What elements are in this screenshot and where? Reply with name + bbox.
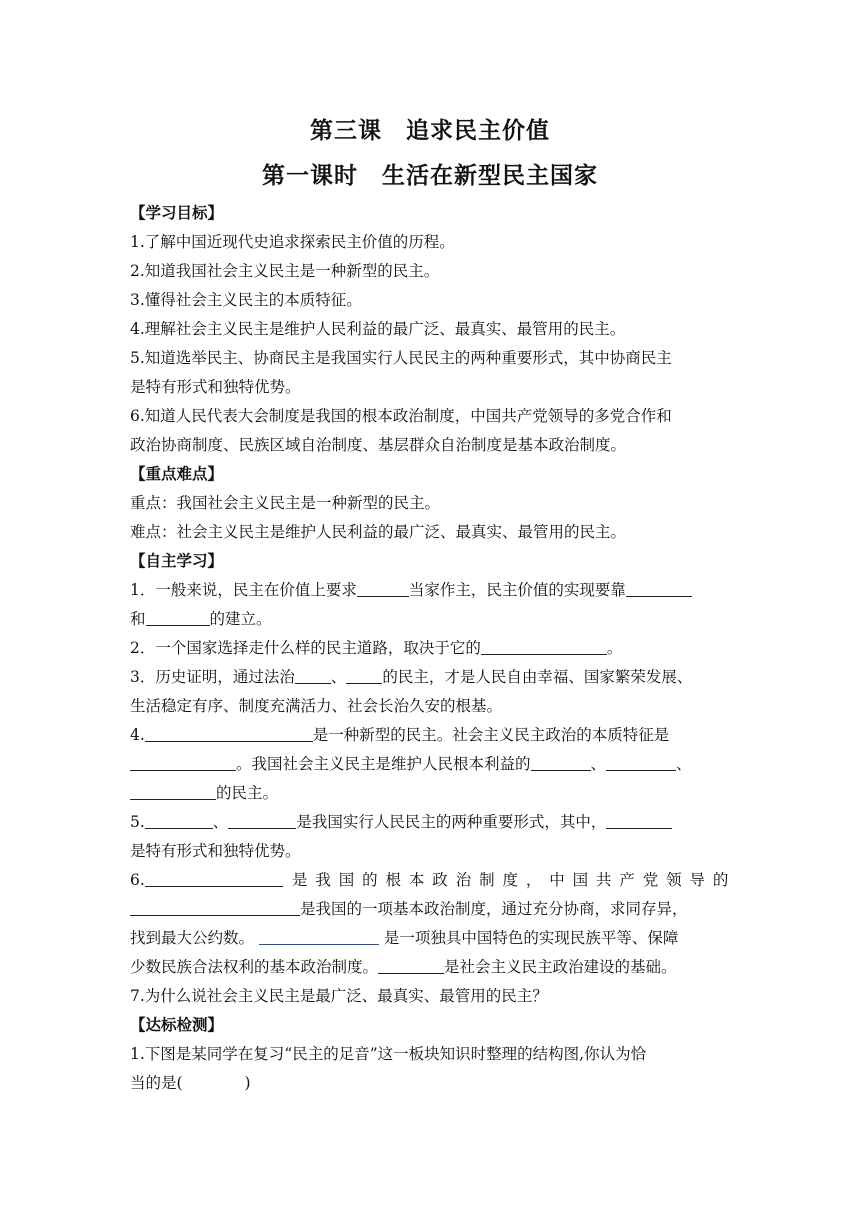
answer-blank[interactable] bbox=[146, 607, 210, 626]
key-point-difficulty: 难点：社会主义民主是维护人民利益的最广泛、最真实、最管用的民主。 bbox=[130, 523, 627, 541]
key-point-focus: 重点：我国社会主义民主是一种新型的民主。 bbox=[130, 494, 441, 512]
question-6-line-4: 少数民族合法权利的基本政治制度。 是社会主义民主政治建设的基础。 bbox=[130, 953, 732, 982]
question-4-line-3: 的民主。 bbox=[130, 779, 732, 808]
question-4-line-1: 4. 是一种新型的民主。社会主义民主政治的本质特征是 bbox=[130, 721, 732, 750]
lesson-subtitle: 第一课时 生活在新型民主国家 bbox=[262, 163, 598, 189]
answer-blank[interactable] bbox=[295, 665, 331, 684]
question-3-line-1: 3．历史证明，通过法治 、 的民主，才是人民自由幸福、国家繁荣发展、 bbox=[130, 663, 732, 692]
answer-blank[interactable] bbox=[145, 810, 213, 829]
objective-item: 政治协商制度、民族区域自治制度、基层群众自治制度是基本政治制度。 bbox=[130, 436, 627, 454]
question-2: 2．一个国家选择走什么样的民主道路，取决于它的 。 bbox=[130, 634, 732, 663]
answer-blank[interactable] bbox=[259, 926, 379, 945]
answer-blank[interactable] bbox=[606, 810, 672, 829]
answer-blank[interactable] bbox=[130, 897, 300, 916]
question-1-line-2: 和 的建立。 bbox=[130, 605, 732, 634]
answer-blank[interactable] bbox=[481, 636, 607, 655]
key-points-heading: 【重点难点】 bbox=[130, 465, 224, 483]
objective-item: 2.知道我国社会主义民主是一种新型的民主。 bbox=[130, 262, 440, 280]
objective-item: 1.了解中国近现代史追求探索民主价值的历程。 bbox=[130, 233, 455, 251]
objective-item: 3.懂得社会主义民主的本质特征。 bbox=[130, 291, 362, 309]
answer-blank[interactable] bbox=[606, 752, 676, 771]
objective-item: 6.知道人民代表大会制度是我国的根本政治制度，中国共产党领导的多党合作和 bbox=[130, 407, 672, 425]
question-1-line-1: 1．一般来说，民主在价值上要求 当家作主，民主价值的实现要靠 bbox=[130, 576, 732, 605]
question-6-line-3: 找到最大公约数。 是一项独具中国特色的实现民族平等、保障 bbox=[130, 924, 732, 953]
question-4-line-2: 。我国社会主义民主是维护人民根本利益的 、 、 bbox=[130, 750, 732, 779]
question-3-line-2: 生活稳定有序、制度充满活力、社会长治久安的根基。 bbox=[130, 697, 503, 715]
self-study-heading: 【自主学习】 bbox=[130, 552, 224, 570]
answer-blank[interactable] bbox=[531, 752, 591, 771]
question-6-line-1: 6. 是我国的根本政治制度，中国共产党领导的 bbox=[130, 866, 732, 895]
answer-blank[interactable] bbox=[346, 665, 382, 684]
answer-blank[interactable] bbox=[626, 578, 692, 597]
question-5-line-1: 5. 、 是我国实行人民民主的两种重要形式，其中， bbox=[130, 808, 732, 837]
question-6-line-2: 是我国的一项基本政治制度，通过充分协商，求同存异， bbox=[130, 895, 732, 924]
lesson-title: 第三课 追求民主价值 bbox=[310, 118, 550, 144]
answer-blank[interactable] bbox=[357, 578, 409, 597]
answer-blank[interactable] bbox=[378, 955, 444, 974]
answer-blank[interactable] bbox=[145, 868, 283, 887]
document-body bbox=[130, 199, 732, 1098]
assessment-heading: 【达标检测】 bbox=[130, 1016, 224, 1034]
assessment-question-1-line-1: 1.下图是某同学在复习“民主的足音”这一板块知识时整理的结构图,你认为恰 bbox=[130, 1045, 647, 1063]
question-7: 7.为什么说社会主义民主是最广泛、最真实、最管用的民主？ bbox=[130, 987, 548, 1005]
answer-blank[interactable] bbox=[130, 781, 216, 800]
answer-blank[interactable] bbox=[145, 723, 313, 742]
objective-item: 4.理解社会主义民主是维护人民利益的最广泛、最真实、最管用的民主。 bbox=[130, 320, 626, 338]
objective-item: 是特有形式和独特优势。 bbox=[130, 378, 301, 396]
objectives-heading: 【学习目标】 bbox=[130, 204, 224, 222]
assessment-question-1-line-2: 当的是( ) bbox=[130, 1074, 251, 1092]
question-5-line-2: 是特有形式和独特优势。 bbox=[130, 842, 301, 860]
answer-blank[interactable] bbox=[130, 752, 236, 771]
answer-blank[interactable] bbox=[228, 810, 296, 829]
objective-item: 5.知道选举民主、协商民主是我国实行人民民主的两种重要形式，其中协商民主 bbox=[130, 349, 672, 367]
